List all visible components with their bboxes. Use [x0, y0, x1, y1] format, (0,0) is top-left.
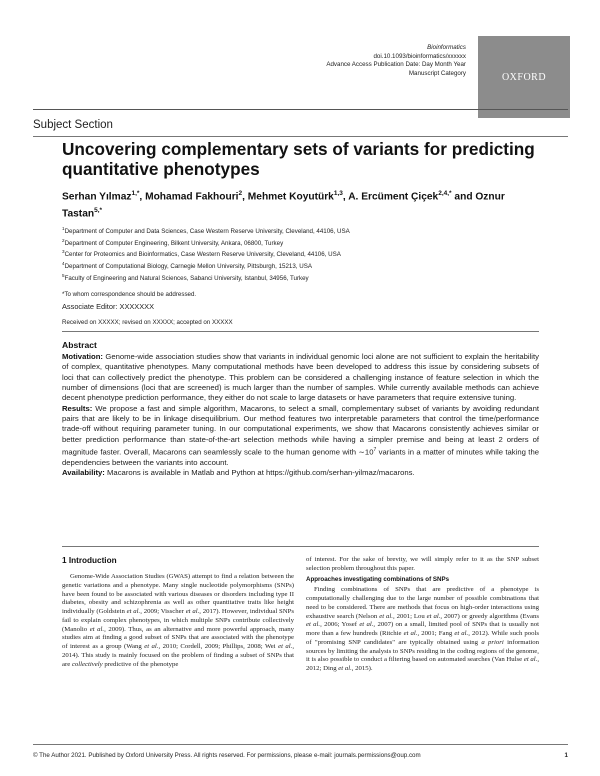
motivation-text: Genome-wide association studies show that variants in individual genomic loci alone are not sufficient to explain the heritability of complex, quantitative phenotypes. Many computational methods have been developed to address this issue by considering subsets of loci that can collectively predict the phenotype. This problem can be considered a challenging instance of feature selection in which the number of dimensions (loci that are screened) is much larger than the number of samples. While currently available methods can achieve decent phenotype prediction performance, they either do not scale to large datasets or have parameters that require extensive tuning.: [62, 352, 539, 403]
citation-etal: et al.,: [523, 656, 540, 664]
affiliations: [62, 225, 542, 283]
intro-text: predictive of the phenotype: [104, 660, 179, 668]
footer-rule: [33, 744, 568, 745]
citation-etal: et al.,: [454, 630, 470, 637]
citation-etal: et al.,: [403, 630, 420, 637]
author-separator: and: [451, 191, 476, 203]
intro-right-column: [306, 556, 539, 674]
intro-text: 2009). Thus, as an alternative and more powerful approach, many studies aim at finding a good subset of SNPs that are associated with the phenotype of interest as a group (Wang: [62, 625, 295, 650]
author-sup: 5,*: [94, 207, 103, 215]
copyright-notice: © The Author 2021. Published by Oxford University Press. All rights reserved. For permissions, please e-mail: journals.permissions@oup.com: [33, 752, 421, 759]
author-sup: 1,3: [333, 190, 343, 197]
author-list: [62, 187, 542, 222]
author-separator: ,: [242, 191, 248, 203]
oxford-logo: OXFORD: [478, 36, 570, 118]
affil-text: Department of Computational Biology, Carnegie Mellon University, Pittsburgh, 15213, USA: [64, 263, 312, 271]
affil-text: Department of Computer and Data Sciences, Case Western Reserve University, Cleveland, 44106, USA: [64, 228, 350, 236]
citation-etal: et al.,: [426, 612, 443, 620]
motivation-label: Motivation:: [62, 352, 103, 361]
abstract-body: [62, 352, 539, 479]
citation-etal: et al.,: [144, 643, 161, 650]
citation-etal: et al.,: [306, 621, 322, 629]
associate-editor: Associate Editor: XXXXXXX: [62, 302, 155, 311]
citation-etal: et al.,: [338, 665, 354, 672]
citation-etal: et al.,: [126, 608, 142, 615]
affil-num: 3: [62, 249, 65, 255]
doi[interactable]: doi.10.1093/bioinformatics/xxxxxx: [373, 52, 466, 60]
author-name: Mehmet Koyutürk: [247, 191, 334, 203]
access-date: Advance Access Publication Date: Day Month Year: [326, 61, 466, 69]
intro-text: 2007) on a small, limited pool of SNPs that is usually not more than a few hundreds (Ritchie: [306, 621, 540, 637]
intro-text: Finding combinations of SNPs that are predictive of a phenotype is computationally challenging due to the large number of possible combinations that need to be considered. There are methods that focus on high-order interactions using exhaustive search (Nelson: [306, 586, 539, 620]
affil-num: 2: [62, 237, 65, 243]
citation-etal: et al.,: [278, 643, 295, 650]
intro-left-column: [62, 573, 294, 669]
citation-etal: et al.,: [185, 608, 201, 615]
section-rule: [33, 136, 568, 137]
affil-num: 1: [62, 226, 65, 231]
availability-text: Macarons is available in Matlab and Python at https://github.com/serhan-yilmaz/macarons.: [107, 468, 415, 478]
citation-etal: et al.,: [89, 625, 106, 633]
emphasis: collectively: [71, 660, 103, 668]
received-dates: Received on XXXXX; revised on XXXXX; accepted on XXXXX: [62, 319, 233, 326]
abstract-heading: Abstract: [62, 340, 97, 350]
results-text-end: variants in a matter of minutes while taking the dependencies between the variants into account.: [62, 447, 539, 467]
approaches-subheading: Approaches investigating combinations of SNPs: [306, 575, 450, 583]
intro-text: 2012). While such pools of "promising SNP candidates" are typically obtained using: [306, 630, 540, 646]
intro-text: of interest. For the sake of brevity, we will simply refer to it as the SNP subset selection problem throughout this paper.: [306, 556, 539, 572]
header-rule: [33, 109, 568, 110]
affil-num: 4: [62, 260, 65, 266]
author-separator: ,: [139, 191, 146, 203]
paper-title: Uncovering complementary sets of variants for predicting quantitative phenotypes: [62, 139, 535, 179]
affil-text: Faculty of Engineering and Natural Sciences, Sabanci University, Istanbul, 34956, Turkey: [64, 274, 309, 282]
intro-text: 2007) or greedy algorithms (Evans: [444, 612, 540, 620]
intro-text: information sources by limiting the analysis to SNPs residing in the coding regions of the genome, it is also possible to conduct a filtering based on automated searches (Van Hulse: [306, 638, 539, 664]
citation-etal: et al.,: [359, 621, 376, 629]
intro-text: 2010; Cordell, 2009; Phillips, 2008; Wei: [162, 643, 276, 650]
results-text: We propose a fast and simple algorithm, Macarons, to select a small, complementary subset of variants by avoiding redundant pairs that are likely to be in linkage disequilibrium. Our method features two interpretable parameters that control the time/performance trade-off without requiring parameter tuning. In our computational experiments, we show that Macarons consistently achieves similar or better prediction performance than state-of-the-art selection methods while having a simpler premise and being at least 2 orders of magnitude faster. Overall, Macarons can seamlessly scale to the human genome with ∼10: [62, 403, 539, 457]
results-label: Results:: [62, 403, 93, 413]
intro-text: 2009; Visscher: [143, 608, 184, 615]
journal-header: [300, 44, 466, 78]
intro-text: 2001; Lou: [396, 612, 425, 620]
manuscript-category: Manuscript Category: [408, 69, 466, 77]
intro-text: 2006; Yosef: [324, 621, 357, 629]
journal-name: Bioinformatics: [427, 44, 466, 51]
intro-heading: 1 Introduction: [62, 556, 117, 565]
affil-text: Department of Computer Engineering, Bilkent University, Ankara, 06800, Turkey: [64, 239, 284, 247]
emphasis: a priori: [481, 638, 504, 646]
author-sup: 1,*: [131, 190, 140, 197]
results-exponent: 7: [373, 447, 377, 454]
author-name: A. Ercüment Çiçek: [348, 191, 439, 203]
received-rule: [62, 331, 539, 332]
intro-text: 2017). However, individual SNPs fail to explain complex phenotypes, in which multiple SNPs contribute collectively (Manolio: [62, 608, 294, 633]
availability-label: Availability:: [62, 468, 105, 478]
intro-text: 2001; Fang: [421, 630, 453, 637]
subject-section: Subject Section: [33, 119, 113, 131]
abstract-rule: [62, 546, 539, 547]
author-name: Oznur Tastan: [62, 191, 505, 220]
affil-num: 5: [62, 272, 65, 278]
correspondence-note: *To whom correspondence should be addressed.: [62, 291, 197, 298]
intro-text: 2014). This study is mainly focused on the problem of finding a subset of SNPs that are: [62, 651, 294, 668]
citation-etal: et al.,: [379, 612, 395, 620]
author-name: Mohamad Fakhouri: [145, 191, 239, 203]
page-number: 1: [564, 752, 568, 759]
intro-text: Genome-Wide Association Studies (GWAS) attempt to find a relation between the genetic variations and a phenotype. Many single nucleotide polymorphisms (SNPs) have been found to be associated with various diseases or disorders including type II diabetes, obesity and schizophrenia as well as other quantitative traits like height individually (Goldstein: [62, 573, 294, 615]
author-sup: 2: [238, 190, 243, 197]
intro-text: 2015).: [355, 665, 373, 672]
intro-text: 2012; Ding: [306, 665, 337, 672]
footer: [33, 752, 568, 759]
author-separator: ,: [342, 191, 349, 203]
affil-text: Center for Proteomics and Bioinformatics, Case Western Reserve University, Cleveland, 44106, USA: [64, 251, 341, 259]
author-sup: 2,4,*: [438, 190, 452, 197]
author-name: Serhan Yılmaz: [62, 191, 132, 203]
